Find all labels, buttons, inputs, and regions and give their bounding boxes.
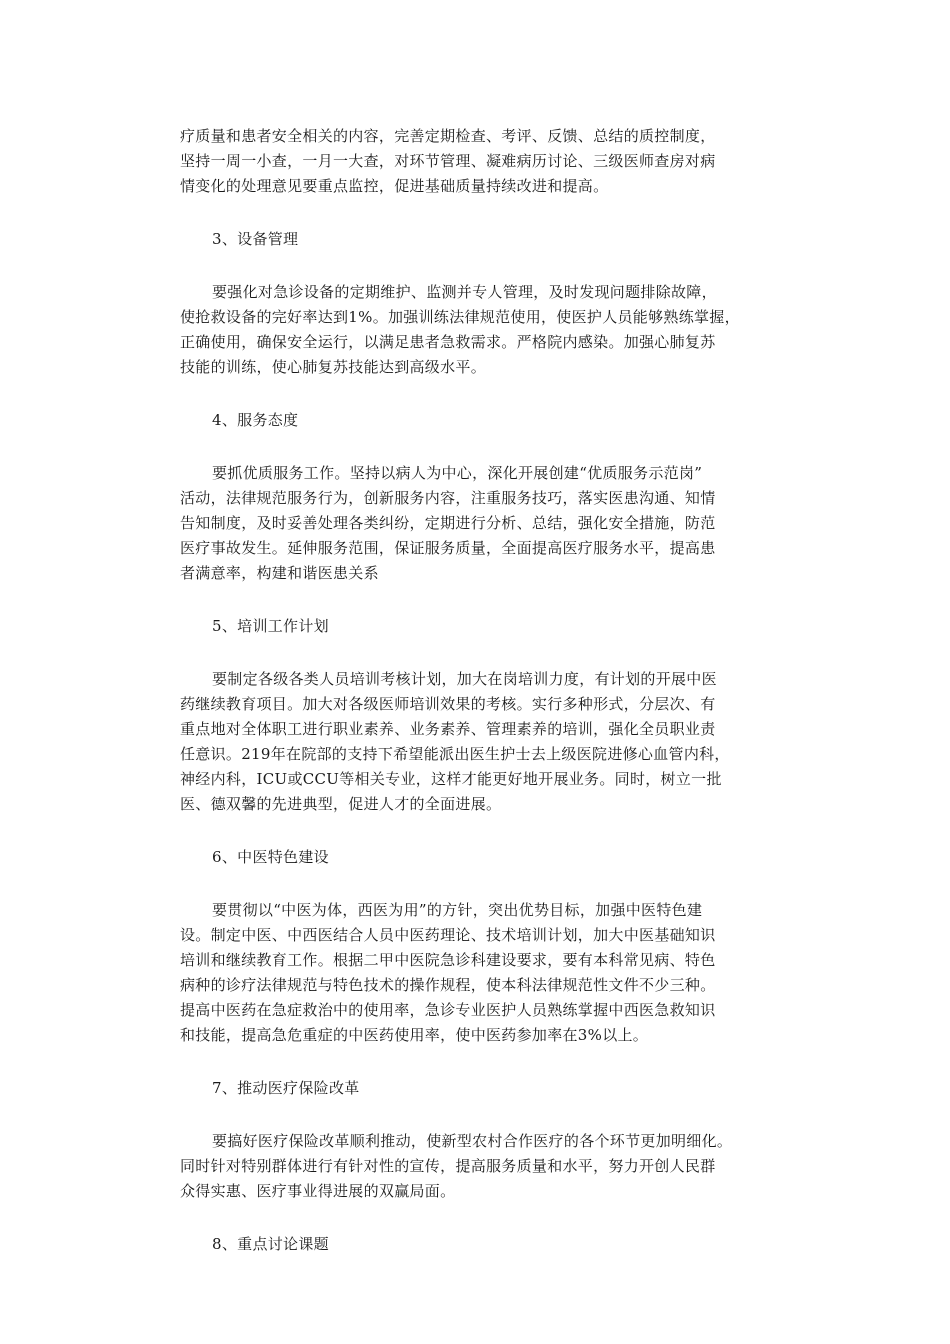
section-heading: 3、设备管理 [212,230,299,248]
section-heading: 4、服务态度 [212,411,299,429]
paragraph-line: 和技能，提高急危重症的中医药使用率，使中医药参加率在3%以上。 [180,1026,649,1044]
paragraph-line: 正确使用，确保安全运行，以满足患者急救需求。严格院内感染。加强心肺复苏 [180,333,716,351]
paragraph-line: 神经内科，ICU或CCU等相关专业，这样才能更好地开展业务。同时，树立一批 [180,770,722,788]
paragraph [180,898,780,1048]
paragraph-line: 提高中医药在急症救治中的使用率，急诊专业医护人员熟练掌握中西医急救知识 [180,1001,716,1019]
paragraph [180,667,780,817]
paragraph [180,124,780,199]
section-heading: 5、培训工作计划 [212,617,329,635]
paragraph [180,1129,780,1204]
section-heading: 8、重点讨论课题 [212,1235,329,1253]
paragraph-line: 任意识。219年在院部的支持下希望能派出医生护士去上级医院进修心血管内科， [180,745,730,763]
paragraph-line: 情变化的处理意见要重点监控，促进基础质量持续改进和提高。 [180,177,609,195]
paragraph-line: 要贯彻以“中医为体，西医为用”的方针，突出优势目标，加强中医特色建 [212,901,703,919]
paragraph-line: 药继续教育项目。加大对各级医师培训效果的考核。实行多种形式，分层次、有 [180,695,716,713]
paragraph-line: 医疗事故发生。延伸服务范围，保证服务质量，全面提高医疗服务水平，提高患 [180,539,716,557]
paragraph-line: 设。制定中医、中西医结合人员中医药理论、技术培训计划，加大中医基础知识 [180,926,716,944]
paragraph-line: 要搞好医疗保险改革顺利推动，使新型农村合作医疗的各个环节更加明细化。 [212,1132,733,1150]
section-heading: 7、推动医疗保险改革 [212,1079,360,1097]
paragraph [180,461,780,586]
paragraph-line: 病种的诊疗法律规范与特色技术的操作规程，使本科法律规范性文件不少三种。 [180,976,716,994]
section-heading: 6、中医特色建设 [212,848,329,866]
paragraph-line: 使抢救设备的完好率达到1%。加强训练法律规范使用，使医护人员能够熟练掌握， [180,308,740,326]
paragraph-line: 要制定各级各类人员培训考核计划，加大在岗培训力度，有计划的开展中医 [212,670,717,688]
paragraph-line: 技能的训练，使心肺复苏技能达到高级水平。 [180,358,487,376]
document-body [180,124,780,1285]
paragraph-line: 要强化对急诊设备的定期维护、监测并专人管理，及时发现问题排除故障， [212,283,717,301]
paragraph-line: 重点地对全体职工进行职业素养、业务素养、管理素养的培训，强化全员职业责 [180,720,716,738]
paragraph [180,280,780,380]
paragraph-line: 者满意率，构建和谐医患关系 [180,564,379,582]
paragraph-line: 坚持一周一小查，一月一大查，对环节管理、凝难病历讨论、三级医师查房对病 [180,152,716,170]
paragraph-line: 疗质量和患者安全相关的内容，完善定期检查、考评、反馈、总结的质控制度， [180,127,716,145]
paragraph-line: 众得实惠、医疗事业得进展的双赢局面。 [180,1182,456,1200]
paragraph-line: 要抓优质服务工作。坚持以病人为中心，深化开展创建“优质服务示范岗” [212,464,703,482]
paragraph-line: 培训和继续教育工作。根据二甲中医院急诊科建设要求，要有本科常见病、特色 [180,951,716,969]
paragraph-line: 医、德双馨的先进典型，促进人才的全面进展。 [180,795,502,813]
paragraph-line: 告知制度，及时妥善处理各类纠纷，定期进行分析、总结，强化安全措施，防范 [180,514,716,532]
paragraph-line: 同时针对特别群体进行有针对性的宣传，提高服务质量和水平，努力开创人民群 [180,1157,716,1175]
paragraph-line: 活动，法律规范服务行为，创新服务内容，注重服务技巧，落实医患沟通、知情 [180,489,716,507]
